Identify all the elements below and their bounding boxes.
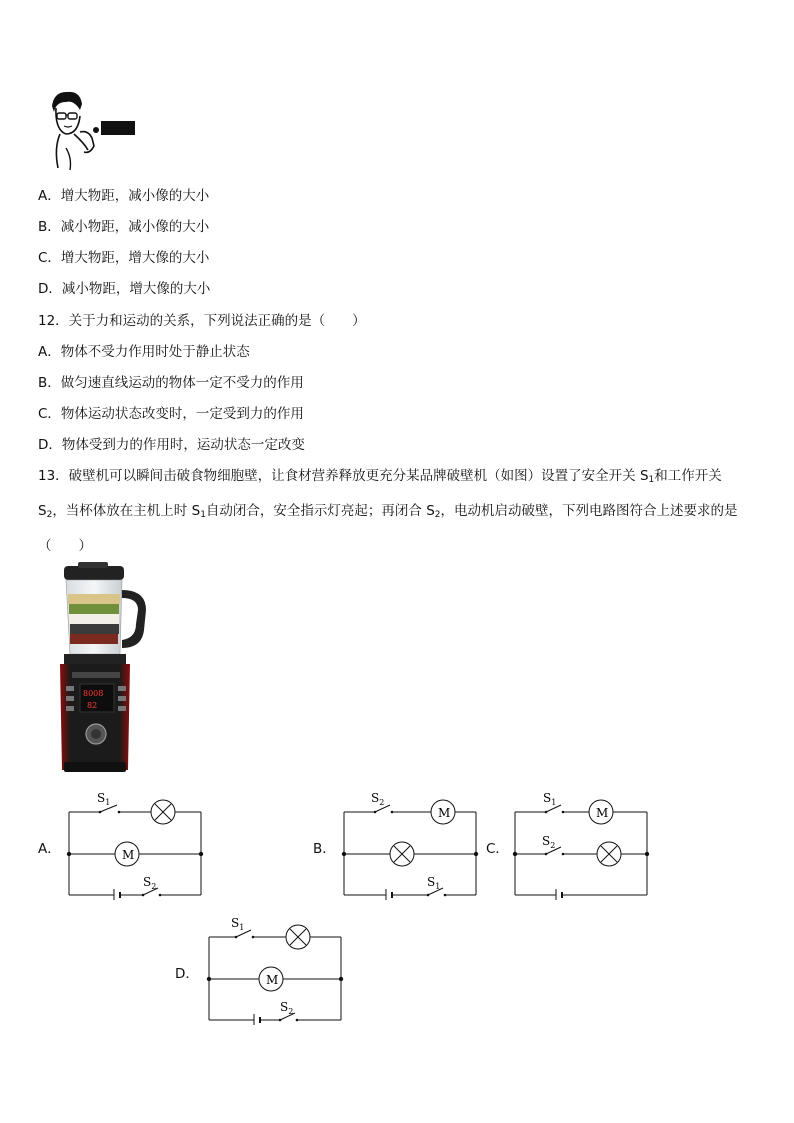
blender-display-bottom: 82 <box>87 701 98 710</box>
circuit-b-s1-label: $S_1$ <box>427 875 441 891</box>
circuit-a-motor-label: M <box>122 848 135 862</box>
circuit-label-d: D． <box>175 966 199 982</box>
circuit-a-s2-label: $S_2$ <box>143 875 157 891</box>
q12-option-a: A．物体不受力作用时处于静止状态 <box>38 344 250 360</box>
circuit-c-s2-label: $S_2$ <box>542 834 556 850</box>
circuit-c <box>506 790 656 900</box>
circuit-label-c: C． <box>486 841 509 857</box>
circuit-a-s1-label: $S_1$ <box>97 791 111 807</box>
q11-option-b: B．减小物距，减小像的大小 <box>38 219 210 235</box>
circuit-c-s1-label: $S_1$ <box>543 791 557 807</box>
circuit-label-a: A． <box>38 841 61 857</box>
circuit-d <box>200 915 350 1025</box>
q12-option-c: C．物体运动状态改变时，一定受到力的作用 <box>38 406 304 422</box>
q11-option-c: C．增大物距，增大像的大小 <box>38 250 210 266</box>
circuit-d-s2-label: $S_2$ <box>280 1000 294 1016</box>
q12-option-d: D．物体受到力的作用时，运动状态一定改变 <box>38 437 305 453</box>
blender-display-top: 8008 <box>83 689 104 698</box>
person-magnifier-figure <box>44 88 139 172</box>
q11-option-d: D．减小物距，增大像的大小 <box>38 281 211 297</box>
q12-stem: 12．关于力和运动的关系，下列说法正确的是（ ） <box>38 313 366 329</box>
circuit-c-motor-label: M <box>596 806 609 820</box>
q13-stem: 13．破壁机可以瞬间击破食物细胞壁，让食材营养释放更充分某品牌破壁机（如图）设置了安全开关 $S_1$和工作开关 $S_2$，当杯体放在主机上时 $S_1$自动闭合，安全指示灯亮起；再闭合 $S_2$，电动机启动破壁，下列电路图符合上述要求的是 （ ） <box>38 468 738 554</box>
circuit-b <box>335 790 485 900</box>
circuit-b-motor-label: M <box>438 806 451 820</box>
circuit-a <box>60 790 210 900</box>
q12-option-b: B．做匀速直线运动的物体一定不受力的作用 <box>38 375 304 391</box>
blender-image <box>50 562 150 774</box>
circuit-d-s1-label: $S_1$ <box>231 916 245 932</box>
q11-option-a: A．增大物距，减小像的大小 <box>38 188 210 204</box>
circuit-d-motor-label: M <box>266 973 279 987</box>
circuit-label-b: B． <box>313 841 336 857</box>
circuit-b-s2-label: $S_2$ <box>371 791 385 807</box>
